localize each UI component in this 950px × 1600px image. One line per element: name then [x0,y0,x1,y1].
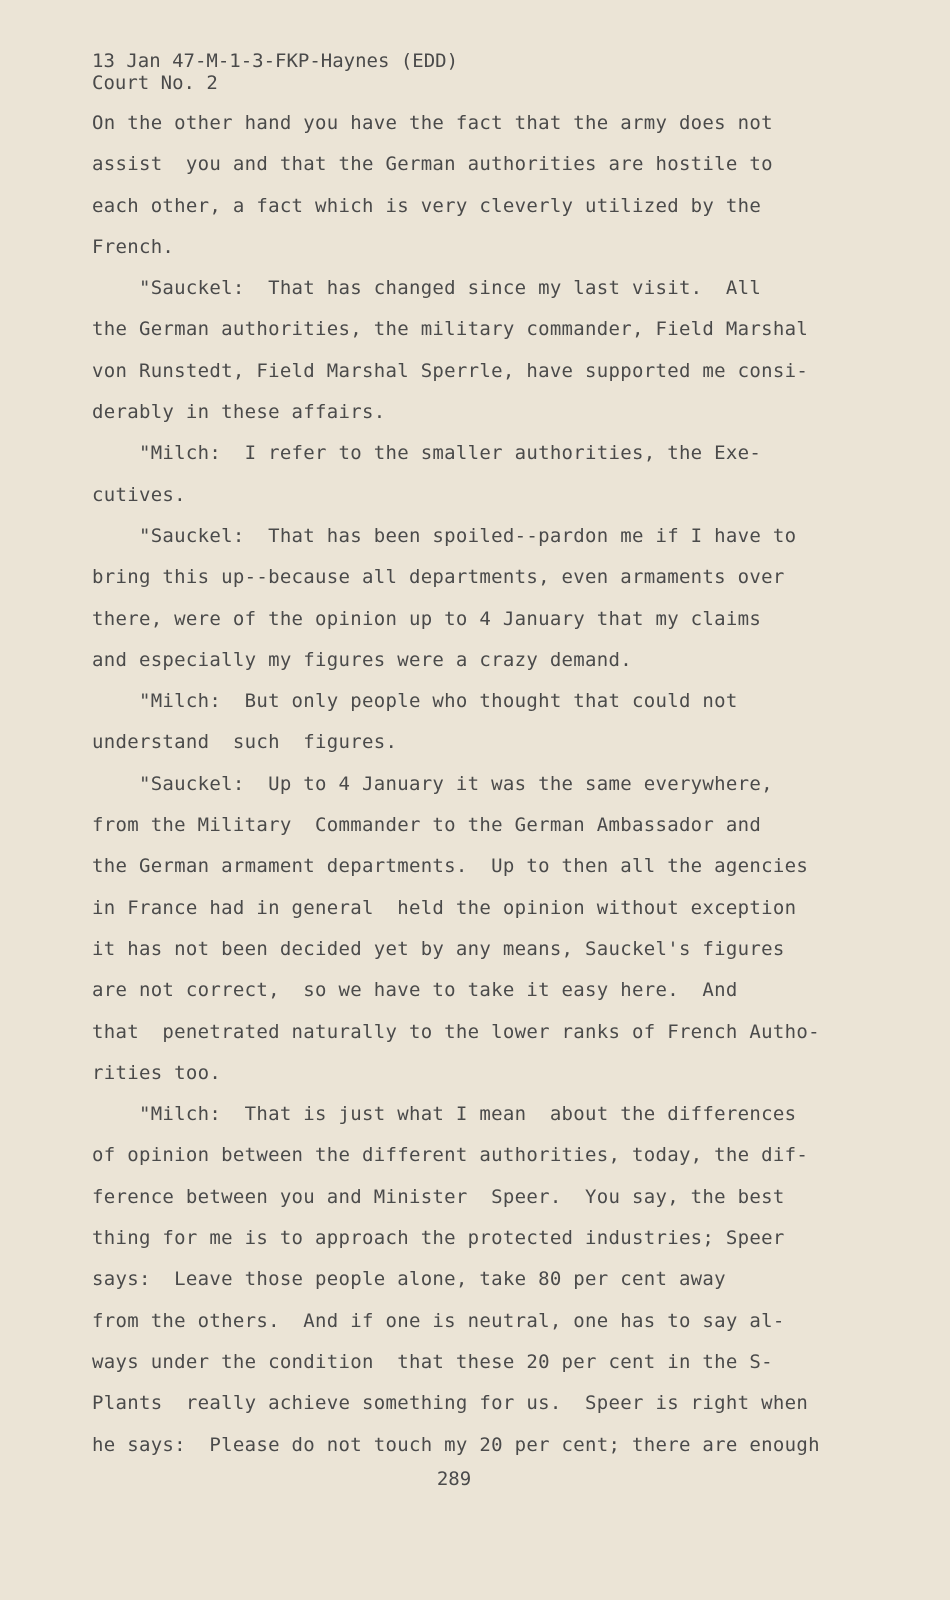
transcript-line: "Milch: I refer to the smaller authorities, the Exe- [92,442,762,465]
transcript-line: Plants really achieve something for us. Speer is right when [92,1392,809,1415]
transcript-line: assist you and that the German authorities are hostile to [92,153,773,176]
transcript-line: there, were of the opinion up to 4 January that my claims [92,607,762,630]
transcript-body [92,103,890,1466]
transcript-line: are not correct, so we have to take it easy here. And [92,979,738,1002]
transcript-line: and especially my figures were a crazy demand. [92,648,632,671]
transcript-line: cutives. [92,483,186,506]
transcript-line: from the Military Commander to the German Ambassador and [92,814,762,837]
transcript-line: of opinion between the different authorities, today, the dif- [92,1144,809,1167]
transcript-line: On the other hand you have the fact that the army does not [92,112,773,134]
transcript-line: "Sauckel: That has changed since my last visit. All [92,277,762,300]
transcript-line: "Sauckel: That has been spoiled--pardon me if I have to [92,524,797,547]
transcript-line: the German armament departments. Up to then all the agencies [92,855,809,878]
transcript-line: it has not been decided yet by any means, Sauckel's figures [92,937,785,960]
transcript-line: in France had in general held the opinion without exception [92,896,797,919]
transcript-line: each other, a fact which is very cleverly utilized by the [92,194,762,217]
transcript-line: he says: Please do not touch my 20 per cent; there are enough [92,1433,820,1456]
header-court: Court No. 2 [92,72,218,94]
transcript-line: bring this up--because all departments, even armaments over [92,566,785,589]
transcript-line: "Sauckel: Up to 4 January it was the same everywhere, [92,772,773,795]
transcript-line: the German authorities, the military commander, Field Marshal [92,318,809,341]
transcript-line: "Milch: But only people who thought that could not [92,690,738,713]
document-header [92,50,890,94]
header-reference: 13 Jan 47-M-1-3-FKP-Haynes (EDD) [92,50,459,72]
page-number: 289 [436,1468,472,1490]
transcript-line: from the others. And if one is neutral, one has to say al- [92,1309,785,1332]
transcript-line: rities too. [92,1061,222,1084]
transcript-line: von Runstedt, Field Marshal Sperrle, have supported me consi- [92,359,809,382]
transcript-line: understand such figures. [92,731,398,754]
transcript-line: says: Leave those people alone, take 80 per cent away [92,1268,726,1291]
transcript-line: thing for me is to approach the protected industries; Speer [92,1227,785,1250]
transcript-line: French. [92,235,175,258]
transcript-line: "Milch: That is just what I mean about the differences [92,1103,797,1126]
transcript-line: that penetrated naturally to the lower ranks of French Autho- [92,1020,820,1043]
transcript-line: ways under the condition that these 20 per cent in the S- [92,1350,773,1373]
transcript-line: ference between you and Minister Speer. You say, the best [92,1185,785,1208]
transcript-line: derably in these affairs. [92,401,386,424]
